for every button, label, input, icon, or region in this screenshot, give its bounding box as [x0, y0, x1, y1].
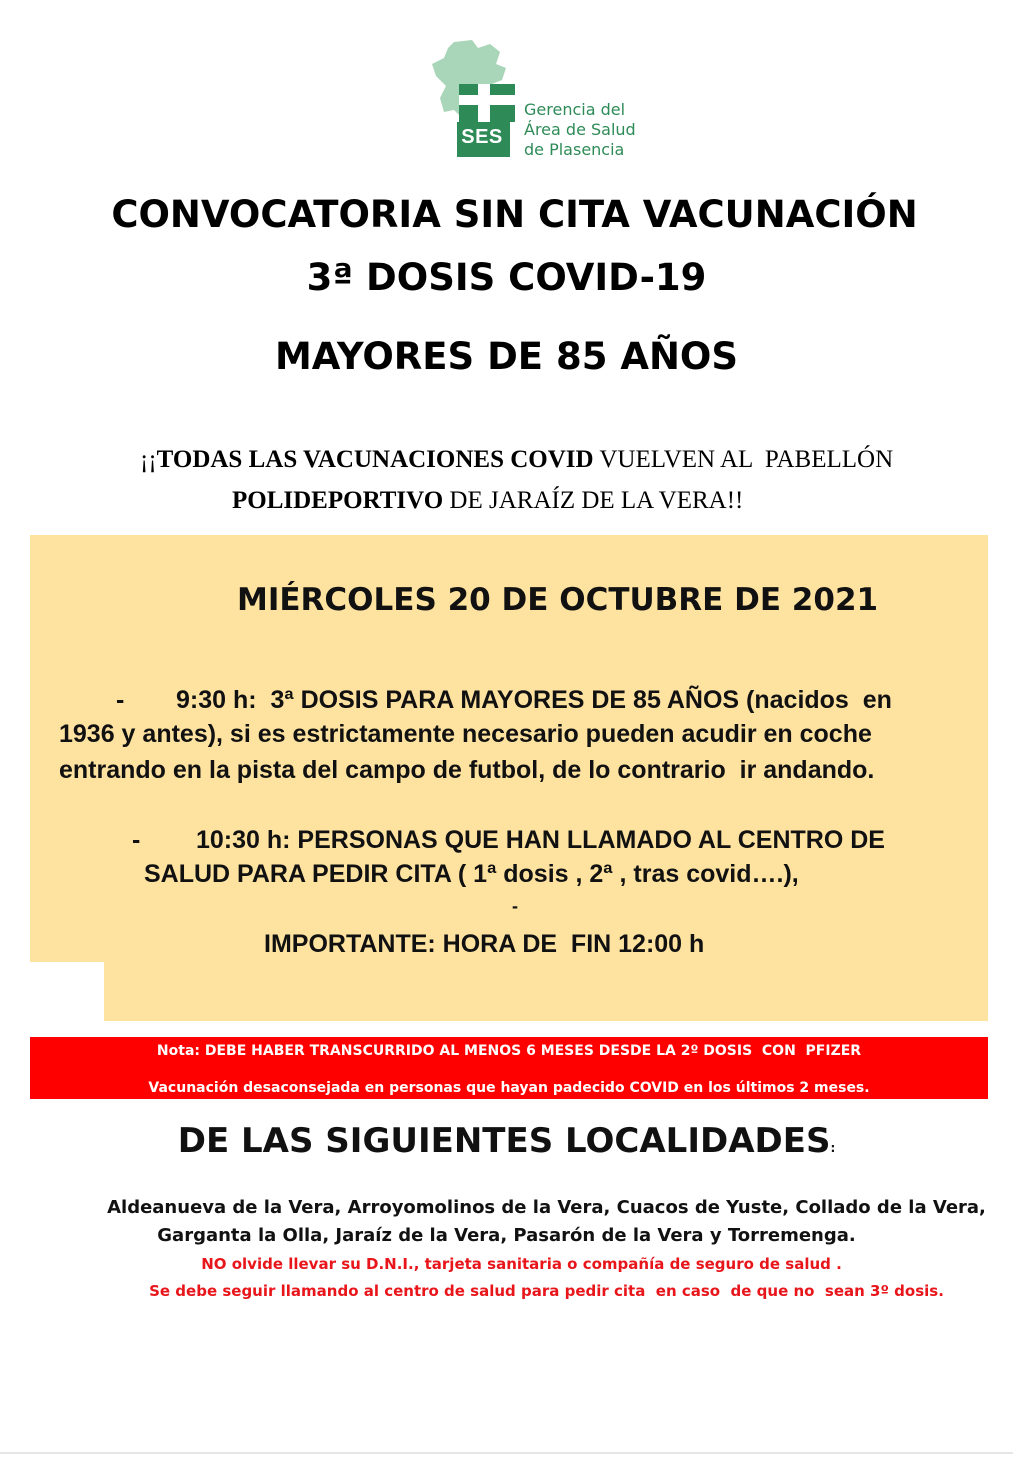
- notice-line2: [232, 487, 743, 515]
- title-line1: CONVOCATORIA SIN CITA VACUNACIÓN: [111, 193, 918, 236]
- item1-line1: 9:30 h: 3ª DOSIS PARA MAYORES DE 85 AÑOS (nacidos en: [176, 686, 892, 714]
- item1-line2: 1936 y antes), si es estrictamente necesario pueden acudir en coche: [59, 720, 872, 748]
- localities-line2: Garganta la Olla, Jaraíz de la Vera, Pasarón de la Vera y Torremenga.: [157, 1225, 856, 1246]
- notice-rest-2: DE JARAÍZ DE LA VERA!!: [443, 487, 744, 514]
- localities-heading-colon: :: [830, 1141, 836, 1155]
- notice-rest-1: VUELVEN AL PABELLÓN: [593, 446, 894, 473]
- notice-bold-1: TODAS LAS VACUNACIONES COVID: [156, 446, 594, 473]
- ses-acronym: SES: [461, 126, 503, 148]
- note-line2: Vacunación desaconsejada en personas que hayan padecido COVID en los últimos 2 meses.: [148, 1080, 870, 1096]
- notice-line1: [140, 446, 893, 474]
- org-name-line3: de Plasencia: [524, 140, 625, 159]
- schedule-date: MIÉRCOLES 20 DE OCTUBRE DE 2021: [237, 582, 879, 618]
- important-end-time: IMPORTANTE: HORA DE FIN 12:00 h: [264, 930, 705, 958]
- reminder-appointment: Se debe seguir llamando al centro de salud para pedir cita en caso de que no sean 3º dosis.: [149, 1282, 944, 1300]
- item2-line1: 10:30 h: PERSONAS QUE HAN LLAMADO AL CENTRO DE: [196, 826, 885, 854]
- page-bottom-divider: [0, 1452, 1013, 1454]
- item3-dash: -: [512, 896, 518, 916]
- localities-heading-text: DE LAS SIGUIENTES LOCALIDADES: [177, 1121, 831, 1161]
- note-line1: Nota: DEBE HABER TRANSCURRIDO AL MENOS 6 MESES DESDE LA 2º DOSIS CON PFIZER: [156, 1043, 862, 1059]
- localities-line1: Aldeanueva de la Vera, Arroyomolinos de la Vera, Cuacos de Yuste, Collado de la Vera,: [107, 1197, 986, 1218]
- reminder-documents: NO olvide llevar su D.N.I., tarjeta sanitaria o compañía de seguro de salud .: [201, 1255, 842, 1273]
- org-name-line2: Área de Salud: [524, 120, 636, 139]
- schedule-box-notch: [30, 962, 104, 1021]
- org-name-line1: Gerencia del: [524, 100, 626, 119]
- item2-dash: -: [132, 826, 141, 854]
- item2-line2: SALUD PARA PEDIR CITA ( 1ª dosis , 2ª , tras covid….),: [144, 860, 799, 888]
- organization-name: [524, 100, 674, 160]
- ses-logo: [432, 40, 672, 165]
- notice-bold-2: POLIDEPORTIVO: [232, 487, 444, 514]
- localities-heading: [0, 1121, 1013, 1161]
- title-line2: 3ª DOSIS COVID-19: [306, 256, 707, 299]
- item1-line3: entrando en la pista del campo de futbol, de lo contrario ir andando.: [59, 756, 875, 784]
- item1-dash: -: [116, 686, 125, 714]
- notice-prefix: ¡¡: [140, 446, 157, 473]
- title-line3: MAYORES DE 85 AÑOS: [274, 335, 739, 378]
